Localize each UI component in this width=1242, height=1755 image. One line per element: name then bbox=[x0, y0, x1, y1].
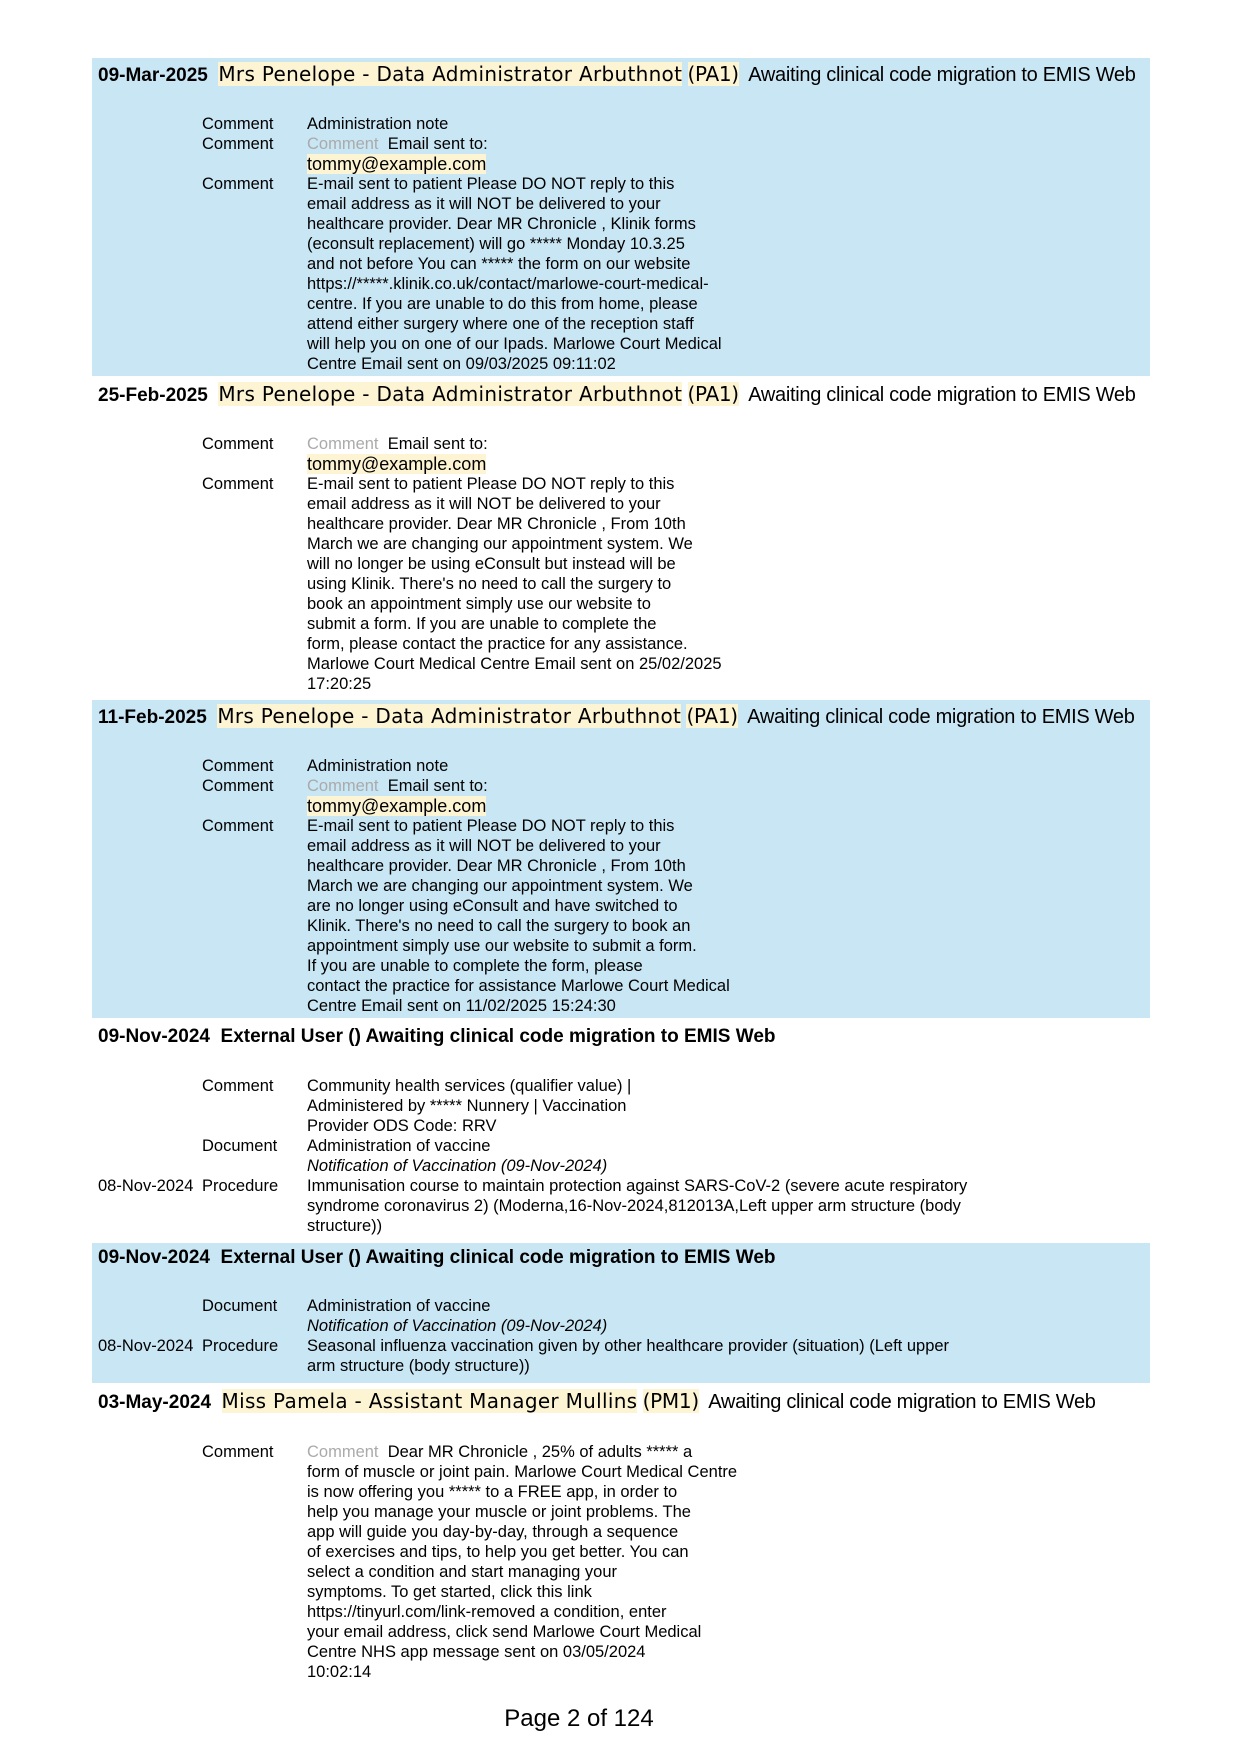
entry-user-code: (PM1) bbox=[642, 1389, 699, 1413]
row-value: Seasonal influenza vaccination given by other healthcare provider (situation) (Left upper arm structure (body structure)) bbox=[307, 1337, 950, 1375]
journal-entry bbox=[92, 378, 1150, 696]
row-label: Comment bbox=[202, 1077, 274, 1095]
comment-prefix: Comment bbox=[307, 135, 379, 153]
entry-user-code: (PA1) bbox=[687, 62, 739, 86]
page-number: Page 2 of 124 bbox=[504, 1705, 654, 1732]
entry-status: Awaiting clinical code migration to EMIS Web bbox=[748, 384, 1136, 406]
entry-date: 25-Feb-2025 bbox=[98, 385, 208, 406]
row-value: Administration note bbox=[307, 115, 449, 133]
journal-entry bbox=[92, 58, 1150, 376]
email-address: tommy@example.com bbox=[307, 796, 487, 816]
row-label: Comment bbox=[202, 817, 274, 835]
email-address: tommy@example.com bbox=[307, 154, 487, 174]
journal-entry bbox=[92, 1243, 1150, 1383]
entry-header bbox=[98, 1026, 776, 1048]
row-label: Comment bbox=[202, 435, 274, 453]
row-value: Administration note bbox=[307, 757, 449, 775]
procedure-date: 08-Nov-2024 bbox=[98, 1337, 194, 1355]
row-value: Comment Email sent to: tommy@example.com bbox=[307, 135, 488, 174]
row-label: Comment bbox=[202, 175, 274, 193]
row-value: Immunisation course to maintain protection against SARS-CoV-2 (severe acute respiratory syndrome coronavirus 2) (Moderna,16-Nov-2024,812013A,Left upper arm structure (body structure)) bbox=[307, 1177, 968, 1235]
journal-entry bbox=[92, 1022, 1150, 1240]
row-value: Comment Email sent to: tommy@example.com bbox=[307, 435, 488, 474]
row-label: Comment bbox=[202, 1443, 274, 1461]
journal-entry bbox=[92, 700, 1150, 1018]
entry-header-text: External User () Awaiting clinical code migration to EMIS Web bbox=[220, 1026, 776, 1047]
row-value: Community health services (qualifier value) | Administered by ***** Nunnery | Vaccination Provider ODS Code: RRV bbox=[307, 1077, 632, 1135]
row-label: Comment bbox=[202, 757, 274, 775]
row-label: Comment bbox=[202, 135, 274, 153]
row-value: Comment Dear MR Chronicle , 25% of adults ***** a form of muscle or joint pain. Marlowe Court Medical Centre is now offering you ***** to a FREE app, in order to help you manage your muscle or joint problems. The app will guide you day-by-day, through a sequence of exercises and tips, to help you get better. You can select a condition and start managing your symptoms. To get started, click this link https://tinyurl.com/link-removed a condition, enter your email address, click send Marlowe Court Medical Centre NHS app message sent on 03/05/2024 10:02:14 bbox=[307, 1443, 738, 1681]
entry-header bbox=[98, 382, 1136, 407]
entry-header bbox=[98, 62, 1136, 87]
procedure-date: 08-Nov-2024 bbox=[98, 1177, 194, 1195]
comment-prefix: Comment bbox=[307, 435, 379, 453]
entry-user: Mrs Penelope - Data Administrator Arbuthnot bbox=[217, 704, 682, 728]
email-address: tommy@example.com bbox=[307, 454, 487, 474]
comment-prefix: Comment bbox=[307, 777, 379, 795]
row-value: Comment Email sent to: tommy@example.com bbox=[307, 777, 488, 816]
entry-header bbox=[98, 1389, 1096, 1414]
row-label: Document bbox=[202, 1297, 278, 1315]
row-value: E-mail sent to patient Please DO NOT reply to this email address as it will NOT be delivered to your healthcare provider. Dear MR Chronicle , From 10th March we are changing our appointment system. We will no longer be using eConsult but instead will be using Klinik. There's no need to call the surgery to book an appointment simply use our website to submit a form. If you are unable to complete the form, please contact the practice for any assistance. Marlowe Court Medical Centre Email sent on 25/02/2025 17:20:25 bbox=[307, 475, 722, 693]
row-value: E-mail sent to patient Please DO NOT reply to this email address as it will NOT be delivered to your healthcare provider. Dear MR Chronicle , From 10th March we are changing our appointment system. We are no longer using eConsult and have switched to Klinik. There's no need to call the surgery to book an appointment simply use our website to submit a form. If you are unable to complete the form, please contact the practice for assistance Marlowe Court Medical Centre Email sent on 11/02/2025 15:24:30 bbox=[307, 817, 730, 1015]
entry-header bbox=[98, 1247, 776, 1269]
row-value: Administration of vaccine Notification of Vaccination (09-Nov-2024) bbox=[307, 1297, 608, 1335]
entry-user-code: (PA1) bbox=[686, 704, 738, 728]
row-label: Comment bbox=[202, 475, 274, 493]
row-label: Comment bbox=[202, 115, 274, 133]
entry-status: Awaiting clinical code migration to EMIS Web bbox=[747, 706, 1135, 728]
row-label: Document bbox=[202, 1137, 278, 1155]
row-value: E-mail sent to patient Please DO NOT reply to this email address as it will NOT be delivered to your healthcare provider. Dear MR Chronicle , Klinik forms (econsult replacement) will go ***** Monday 10.3.25 and not before You can ***** the form on our website https://*****.klinik.co.uk/contact/marlowe-court-medical- centre. If you are unable to do this from home, please attend either surgery where one of the reception staff will help you on one of our Ipads. Marlowe Court Medical Centre Email sent on 09/03/2025 09:11:02 bbox=[307, 175, 722, 373]
entry-status: Awaiting clinical code migration to EMIS Web bbox=[748, 64, 1136, 86]
entry-date: 09-Nov-2024 bbox=[98, 1026, 210, 1047]
comment-prefix: Comment bbox=[307, 1443, 379, 1461]
entry-status: Awaiting clinical code migration to EMIS Web bbox=[708, 1391, 1096, 1413]
entry-header-text: External User () Awaiting clinical code migration to EMIS Web bbox=[220, 1247, 776, 1268]
entry-user-code: (PA1) bbox=[687, 382, 739, 406]
entry-header bbox=[98, 704, 1135, 729]
entry-user: Mrs Penelope - Data Administrator Arbuthnot bbox=[218, 382, 683, 406]
journal-entry bbox=[92, 1385, 1150, 1685]
row-label: Procedure bbox=[202, 1177, 279, 1195]
row-label: Procedure bbox=[202, 1337, 279, 1355]
entry-date: 03-May-2024 bbox=[98, 1392, 212, 1413]
entry-user: Miss Pamela - Assistant Manager Mullins bbox=[221, 1389, 638, 1413]
entry-user: Mrs Penelope - Data Administrator Arbuthnot bbox=[218, 62, 683, 86]
row-label: Comment bbox=[202, 777, 274, 795]
entry-date: 11-Feb-2025 bbox=[98, 707, 207, 728]
row-value: Administration of vaccine Notification of Vaccination (09-Nov-2024) bbox=[307, 1137, 608, 1175]
entry-date: 09-Mar-2025 bbox=[98, 65, 208, 86]
entry-date: 09-Nov-2024 bbox=[98, 1247, 210, 1268]
